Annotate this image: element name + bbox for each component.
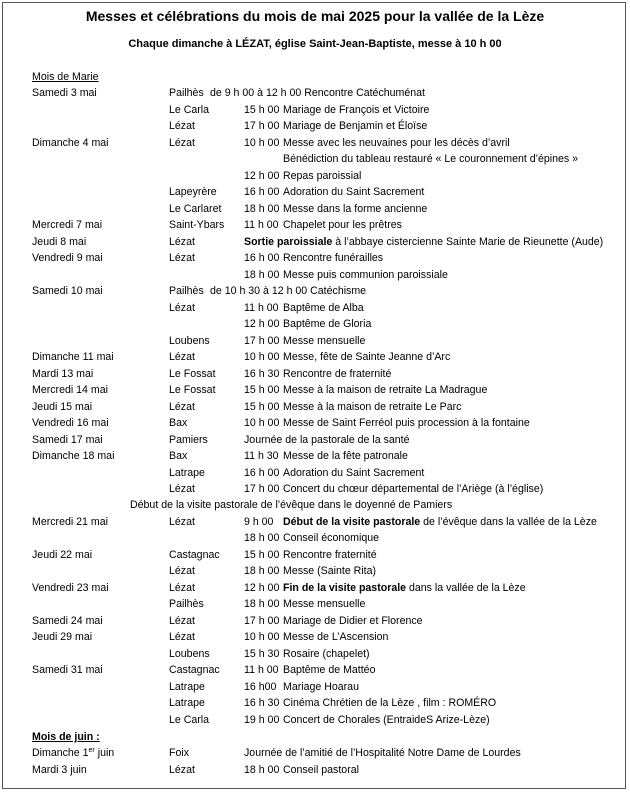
event-desc: Rencontre fraternité [283,549,377,561]
event-row [0,648,630,664]
event-row [0,532,630,548]
event-time: 17 h 00 [244,120,280,132]
event-place: Lézat [169,120,195,132]
event-row [0,104,630,120]
event-time: 18 h 00 [244,764,280,776]
event-row [0,467,630,483]
event-row [0,598,630,614]
event-date: Mardi 13 mai [32,368,94,380]
event-place: Foix [169,747,190,759]
event-date: Mercredi 21 mai [32,516,108,528]
event-time: 16 h 00 [244,467,280,479]
event-row [0,368,630,384]
event-place: Le Fossat [169,384,216,396]
event-row [0,153,630,169]
event-desc: Mariage Hoarau [283,681,359,693]
event-time: 15 h 30 [244,648,280,660]
event-row [0,335,630,351]
event-highlight: Fin de la visite pastorale [283,582,407,594]
event-row [0,450,630,466]
event-row [0,252,630,268]
event-highlight: Début de la visite pastorale [283,516,421,528]
event-time: 11 h 00 [244,302,279,314]
event-date: Jeudi 29 mai [32,631,93,643]
event-time: 18 h 00 [244,598,280,610]
event-time: 18 h 00 [244,269,280,281]
event-row [0,565,630,581]
event-desc: Mariage de Benjamin et Éloïse [283,120,428,132]
event-row [0,137,630,153]
event-row [0,170,630,186]
event-time: 10 h 00 [244,351,280,363]
event-place: Lézat [169,582,195,594]
event-place: Le Fossat [169,368,216,380]
event-row [0,203,630,219]
event-row [0,285,630,301]
event-row [0,499,630,515]
event-desc: Cinéma Chrétien de la Lèze , film : ROMÉRO [283,697,497,709]
event-date: Samedi 10 mai [32,285,103,297]
event-desc: Rosaire (chapelet) [283,648,370,660]
event-row [0,417,630,433]
event-row [0,434,630,450]
event-row [0,236,630,252]
event-desc: Baptême de Gloria [283,318,372,330]
event-row [0,351,630,367]
event-place: Lézat [169,302,195,314]
event-date: Mercredi 14 mai [32,384,108,396]
event-date: Samedi 3 mai [32,87,97,99]
event-time: 15 h 00 [244,549,280,561]
event-place: Lézat [169,516,195,528]
event-desc: Concert du chœur départemental de l’Ariège (à l’église) [283,483,544,495]
event-row [0,318,630,334]
event-time: 16 h 00 [244,252,280,264]
event-desc: Messe mensuelle [283,335,366,347]
event-time: 17 h 00 [244,335,280,347]
event-date: Samedi 17 mai [32,434,103,446]
event-time: 10 h 00 [244,137,280,149]
event-row [0,747,630,763]
event-desc: Rencontre de fraternité [283,368,392,380]
event-row [0,87,630,103]
event-place: Bax [169,450,188,462]
event-time: 10 h 00 [244,631,280,643]
event-row [0,186,630,202]
event-desc: Messe de Saint Ferréol puis procession à la fontaine [283,417,530,429]
event-time: 11 h 30 [244,450,279,462]
event-row [0,664,630,680]
event-date: Dimanche 4 mai [32,137,109,149]
event-desc: de l’évêque dans la vallée de la Lèze [420,516,597,528]
event-desc: Baptême de Alba [283,302,364,314]
event-time: 10 h 00 [244,417,280,429]
event-row [0,631,630,647]
event-place: Pailhès [169,285,204,297]
event-date: Mardi 3 juin [32,764,87,776]
event-row [0,120,630,136]
event-time: 16 h00 [244,681,277,693]
event-time: 16 h 30 [244,368,280,380]
event-row [0,697,630,713]
event-desc: Messe à la maison de retraite La Madrague [283,384,488,396]
section-heading-mai [0,71,630,87]
event-place: Loubens [169,335,210,347]
event-desc: Adoration du Saint Sacrement [283,186,425,198]
event-place: Lézat [169,764,195,776]
event-date: Jeudi 22 mai [32,549,93,561]
event-desc: Mariage de Didier et Florence [283,615,423,627]
event-place: Lézat [169,137,195,149]
event-desc: Messe puis communion paroissiale [283,269,448,281]
date-text: Dimanche 1 [32,747,89,759]
event-place: Le Carlaret [169,203,222,215]
event-time: 12 h 00 [244,318,280,330]
event-row [0,714,630,730]
event-row [0,269,630,285]
event-date: Vendredi 16 mai [32,417,109,429]
event-desc: Messe dans la forme ancienne [283,203,428,215]
event-desc: Messe de L’Ascension [283,631,389,643]
event-row [0,549,630,565]
event-row [0,302,630,318]
event-desc: Messe (Sainte Rita) [283,565,377,577]
event-date: Samedi 31 mai [32,664,103,676]
event-row [0,615,630,631]
event-text: de 9 h 00 à 12 h 00 Rencontre Catéchuménat [210,87,425,99]
event-desc: Chapelet pour les prêtres [283,219,402,231]
section-label: Mois de Marie [32,71,99,83]
event-desc-line [283,582,526,594]
event-desc: Messe, fête de Sainte Jeanne d’Arc [283,351,451,363]
event-place: Lézat [169,615,195,627]
event-place: Lézat [169,483,195,495]
event-highlight: Sortie paroissiale [244,236,333,248]
event-place: Castagnac [169,549,220,561]
event-time: 19 h 00 [244,714,280,726]
event-time: 9 h 00 [244,516,274,528]
event-text: Journée de la pastorale de la santé [244,434,410,446]
event-row [0,582,630,598]
event-desc: Messe de la fête patronale [283,450,408,462]
event-date: Vendredi 23 mai [32,582,109,594]
event-place: Pailhès [169,598,204,610]
event-desc: Messe mensuelle [283,598,366,610]
event-row [0,401,630,417]
event-time: 17 h 00 [244,483,280,495]
event-place: Latrape [169,467,205,479]
event-time: 17 h 00 [244,615,280,627]
event-row [0,516,630,532]
event-desc: Conseil pastoral [283,764,359,776]
event-place: Pamiers [169,434,208,446]
event-time: 12 h 00 [244,170,280,182]
event-place: Le Carla [169,714,210,726]
event-time: 16 h 30 [244,697,280,709]
event-place: Saint-Ybars [169,219,225,231]
page-subtitle: Chaque dimanche à LÉZAT, église Saint-Jean-Baptiste, messe à 10 h 00 [128,38,502,50]
event-place: Latrape [169,697,205,709]
event-text: Début de la visite pastorale de l’évêque dans le doyenné de Pamiers [130,499,453,511]
event-time: 18 h 00 [244,565,280,577]
event-place: Bax [169,417,188,429]
event-place: Lézat [169,236,195,248]
event-desc-line [244,236,603,248]
event-time: 15 h 00 [244,104,280,116]
event-time: 12 h 00 [244,582,280,594]
event-desc: à l’abbaye cistercienne Sainte Marie de Rieunette (Aude) [332,236,604,248]
event-date: Samedi 24 mai [32,615,103,627]
event-desc: Messe avec les neuvaines pour les décès d’avril [283,137,510,149]
event-desc: Bénédiction du tableau restauré « Le couronnement d’épines » [283,153,579,165]
event-place: Lézat [169,401,195,413]
section-label: Mois de juin : [32,731,100,743]
event-time: 11 h 00 [244,219,279,231]
date-ordinal: er [88,747,95,754]
event-date: Jeudi 15 mai [32,401,93,413]
event-time: 18 h 00 [244,532,280,544]
event-place: Lézat [169,252,195,264]
event-date: Jeudi 8 mai [32,236,87,248]
event-row [0,384,630,400]
event-place: Loubens [169,648,210,660]
event-desc: Adoration du Saint Sacrement [283,467,425,479]
event-desc: Messe à la maison de retraite Le Parc [283,401,462,413]
event-place: Lapeyrère [169,186,217,198]
event-date [32,747,114,759]
event-place: Lézat [169,631,195,643]
event-date: Vendredi 9 mai [32,252,103,264]
event-place: Latrape [169,681,205,693]
event-time: 15 h 00 [244,401,280,413]
section-heading-juin [0,731,630,747]
event-desc: Conseil économique [283,532,379,544]
date-month: juin [94,747,115,759]
event-place: Lézat [169,351,195,363]
event-date: Dimanche 18 mai [32,450,115,462]
event-place: Pailhès [169,87,204,99]
event-text: Journée de l’amitié de l’Hospitalité Notre Dame de Lourdes [244,747,521,759]
event-time: 18 h 00 [244,203,280,215]
event-row [0,219,630,235]
event-row [0,764,630,780]
event-desc: Rencontre funérailles [283,252,384,264]
event-time: 15 h 00 [244,384,280,396]
event-time: 11 h 00 [244,664,279,676]
event-desc: Mariage de François et Victoire [283,104,430,116]
event-row [0,681,630,697]
event-desc: dans la vallée de la Lèze [406,582,526,594]
page-title: Messes et célébrations du mois de mai 2025 pour la vallée de la Lèze [85,8,545,24]
event-row [0,483,630,499]
event-text: de 10 h 30 à 12 h 00 Catéchisme [210,285,367,297]
event-place: Lézat [169,565,195,577]
event-date: Dimanche 11 mai [32,351,114,363]
event-place: Le Carla [169,104,210,116]
event-desc: Repas paroissial [283,170,362,182]
event-desc: Baptême de Mattéo [283,664,376,676]
event-desc: Concert de Chorales (EntraideS Arize-Lèze) [283,714,490,726]
event-desc-line [283,516,597,528]
event-time: 16 h 00 [244,186,280,198]
event-place: Castagnac [169,664,220,676]
event-date: Mercredi 7 mai [32,219,103,231]
